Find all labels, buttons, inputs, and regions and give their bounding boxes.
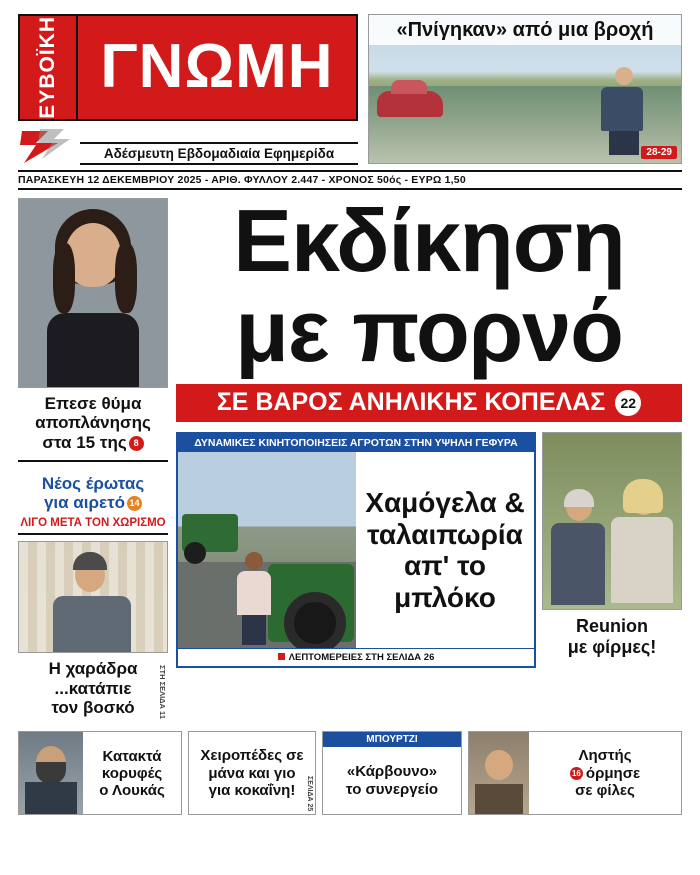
red-square-icon — [278, 653, 285, 660]
lead-headline — [176, 191, 682, 381]
brief-4-page-badge: 16 — [570, 767, 583, 780]
logo-subtitle-row — [18, 125, 358, 165]
brief-4-line1: Ληστής — [578, 747, 632, 765]
man-figure — [601, 67, 647, 153]
brief-2-line1: Χειροπέδες σε — [200, 747, 304, 765]
left-story3-photo[interactable] — [18, 541, 168, 653]
farmers-headline-line1: Χαμόγελα & — [365, 486, 525, 518]
person-1-figure — [551, 493, 607, 609]
left-story1-caption[interactable] — [18, 388, 168, 462]
reunion-line1: Reunion — [576, 616, 648, 637]
left-story3-caption[interactable] — [18, 653, 168, 723]
brief-3-line2-wrap — [346, 781, 438, 798]
woman-figure — [234, 552, 274, 644]
top-photo-page-ref: 28-29 — [641, 146, 677, 159]
brief-2-line2: μάνα και γιο — [208, 764, 296, 782]
brief-listis[interactable] — [468, 731, 682, 815]
brief-3-text — [323, 747, 461, 814]
masthead — [18, 14, 682, 164]
brief-4-line3: σε φίλες — [575, 782, 635, 799]
left-story1-photo[interactable] — [18, 198, 168, 388]
lead-headline-line1: Εκδίκηση — [233, 191, 625, 290]
left-column — [18, 198, 168, 723]
farmers-headline-line3: απ' το μπλόκο — [394, 550, 496, 614]
farmers-headline-line2: ταλαιπωρία — [367, 518, 523, 550]
reunion-line2: με φίρμες! — [567, 636, 657, 657]
left-story2-page-badge: 14 — [127, 496, 142, 511]
dateline: ΠΑΡΑΣΚΕΥΗ 12 ΔΕΚΕΜΒΡΙΟΥ 2025 - ΑΡΙΘ. ΦΥΛΛΟΥ 2.447 - ΧΡΟΝΟΣ 50ός - ΕΥΡΩ 1,50 — [18, 170, 682, 190]
left-story2-line2-wrap — [20, 493, 166, 512]
farmers-footer-text: ΛΕΠΤΟΜΕΡΕΙΕΣ ΣΤΗ ΣΕΛΙΔΑ 26 — [288, 652, 435, 664]
farmers-story[interactable] — [176, 432, 536, 668]
publication-region-text: ΕΥΒΟΪΚΗ — [36, 16, 59, 119]
brief-4-text — [529, 732, 681, 814]
left-story2[interactable] — [18, 468, 168, 535]
left-story3-line2: ...κατάπιε — [54, 678, 132, 698]
left-story1-line2: αποπλάνησης — [35, 413, 151, 433]
publication-title: ΓΝΩΜΗ — [100, 32, 334, 102]
left-story1-line3-wrap — [22, 433, 164, 452]
lead-subheadline: ΣΕ ΒΑΡΟΣ ΑΝΗΛΙΚΗΣ ΚΟΠΕΛΑΣ — [216, 388, 606, 417]
brief-4-photo — [469, 732, 529, 814]
farmers-kicker: ΔΥΝΑΜΙΚΕΣ ΚΙΝΗΤΟΠΟΙΗΣΕΙΣ ΑΓΡΟΤΩΝ ΣΤΗΝ ΥΨΗΛΗ ΓΕΦΥΡΑ — [178, 434, 534, 452]
brief-1-text — [83, 732, 181, 814]
lead-story-column — [176, 191, 682, 723]
lead-headline-line2: με πορνό — [235, 281, 623, 381]
brief-1-photo — [19, 732, 83, 814]
brief-2-page-ref: ΣΕΛΙΔΑ 25 — [306, 776, 313, 812]
lead-page-badge: 22 — [615, 390, 641, 416]
brief-1-line3: ο Λουκάς — [99, 781, 165, 799]
top-flood-photo[interactable] — [368, 14, 682, 164]
brief-katakta-koryfes[interactable] — [18, 731, 182, 815]
left-story3-line3: τον βοσκό — [51, 697, 135, 717]
brief-karvouno[interactable] — [322, 731, 462, 815]
brief-3-line2: το συνεργείο — [345, 780, 439, 798]
left-story1-line1: Επεσε θύμα — [44, 394, 142, 413]
left-story1-line3: στα 15 της — [42, 432, 127, 452]
left-story2-line1: Νέος έρωτας — [41, 474, 145, 494]
reunion-photo[interactable] — [542, 432, 682, 610]
brief-cheiropedes[interactable] — [188, 731, 316, 815]
middle-section — [176, 432, 682, 668]
publication-title-box — [78, 14, 358, 121]
left-story2-kicker: ΛΙΓΟ ΜΕΤΑ ΤΟΝ ΧΩΡΙΣΜΟ — [20, 517, 166, 530]
lightning-bolt-icon — [18, 125, 72, 165]
logo-block — [18, 14, 358, 164]
bottom-briefs-row — [18, 731, 682, 815]
brief-3-inner — [323, 732, 461, 814]
brief-3-tag: ΜΠΟΥΡΤΖΙ — [323, 732, 461, 747]
brief-1-line1: Κατακτά — [102, 747, 162, 765]
submerged-car — [377, 91, 443, 117]
brief-1-line2: κορυφές — [101, 764, 163, 782]
main-content — [18, 191, 682, 723]
reunion-caption — [542, 610, 682, 663]
brief-4-line2: όρμησε — [585, 764, 641, 782]
tractor-blockade-photo[interactable] — [178, 452, 356, 648]
left-story1-page-badge: 8 — [129, 436, 144, 451]
left-story3-page-ref: ΣΤΗ ΣΕΛΙΔΑ 11 — [158, 665, 167, 720]
publication-region-badge — [18, 14, 78, 121]
person-2-figure — [611, 485, 677, 609]
farmers-footer — [178, 648, 534, 666]
reunion-story[interactable] — [542, 432, 682, 668]
brief-2-line3: για κοκαΐνη! — [208, 782, 296, 799]
left-story2-line2: για αιρετό — [43, 493, 126, 513]
brief-4-line2-wrap — [570, 765, 640, 782]
farmers-headline — [356, 452, 534, 648]
top-photo-headline: «Πνίγηκαν» από μια βροχή — [369, 15, 681, 45]
logo-top — [18, 14, 358, 121]
left-story3-line1: Η χαράδρα — [48, 659, 138, 679]
farmers-body — [178, 452, 534, 648]
brief-2-text — [200, 747, 303, 799]
lead-subheadline-bar[interactable] — [176, 384, 682, 422]
publication-subtitle: Αδέσμευτη Εβδομαδιαία Εφημερίδα — [80, 142, 358, 165]
brief-3-line1: «Κάρβουνο» — [346, 763, 438, 781]
